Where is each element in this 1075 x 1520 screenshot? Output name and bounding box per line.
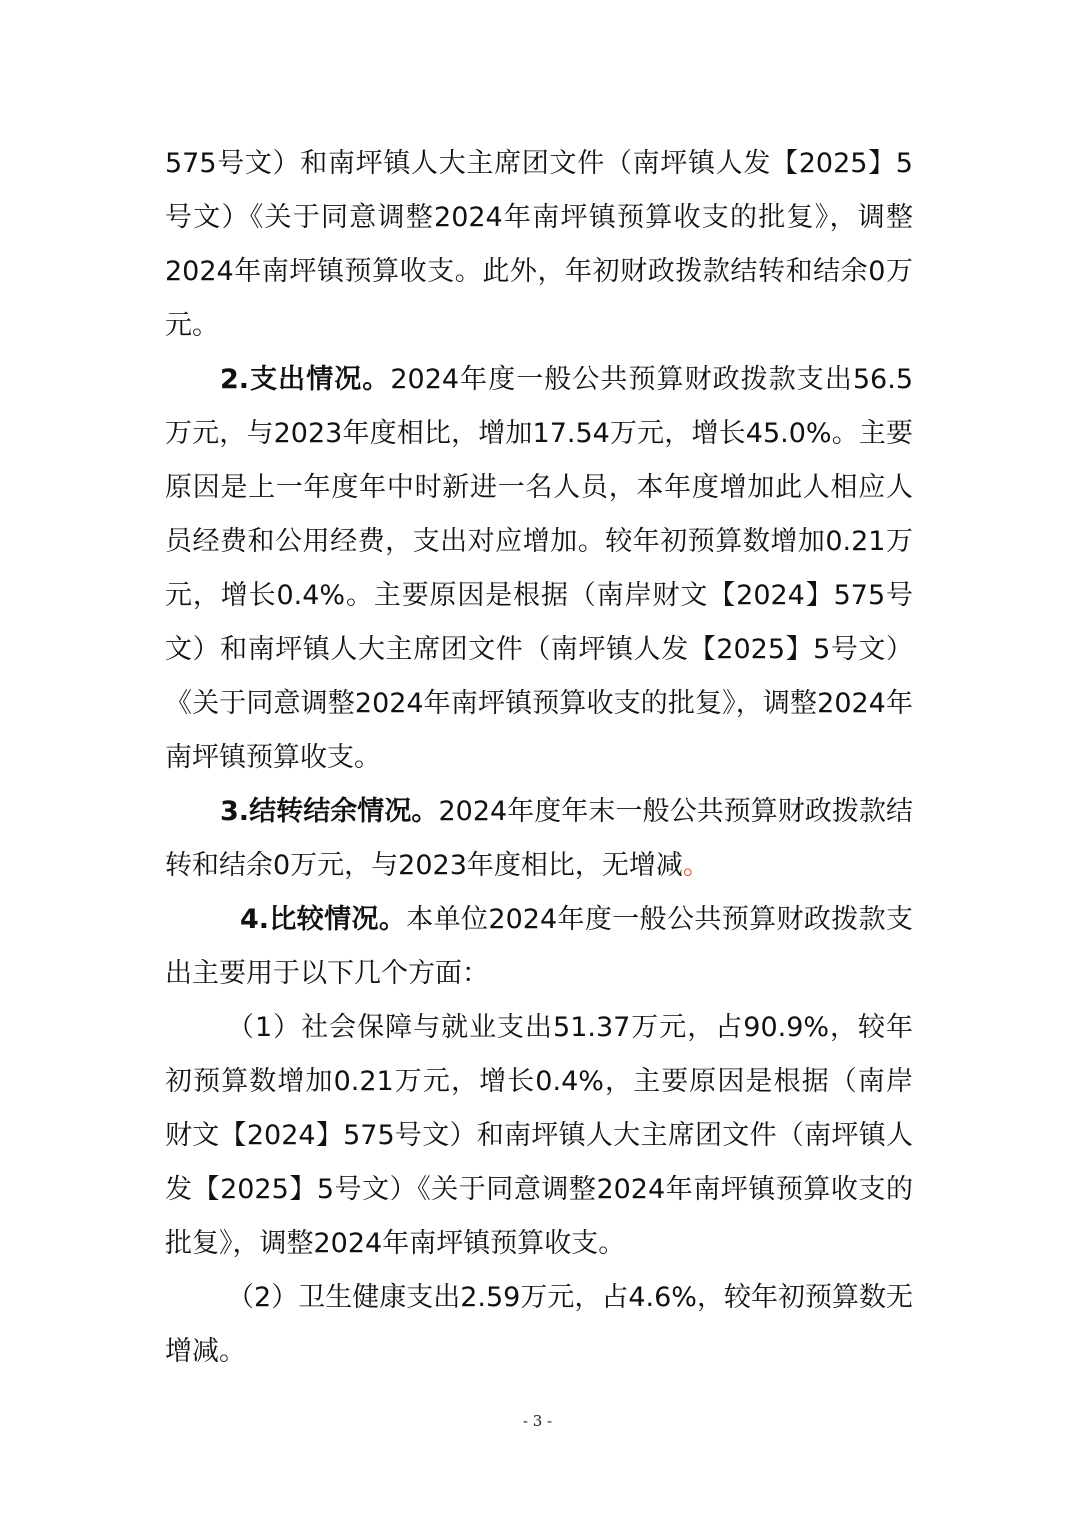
- paragraph-item-health: [165, 1271, 913, 1379]
- section-heading-carryover: 3.结转结余情况。: [220, 796, 439, 827]
- paragraph-continued-income: [165, 137, 913, 353]
- paragraph-expenditure: [165, 353, 913, 785]
- paragraph-comparison: [165, 893, 913, 1001]
- paragraph-item-social-security: [165, 1001, 913, 1271]
- red-period: 。: [682, 850, 710, 881]
- paragraph-carryover: [165, 785, 913, 893]
- paragraph-text: 本单位2024年度一般公共预算财政拨款支出主要用于以下几个方面：: [165, 904, 913, 989]
- page-number: - 3 -: [522, 1412, 553, 1430]
- paragraph-text: （1）社会保障与就业支出51.37万元，占90.9%，较年初预算数增加0.21万元，增长0.4%，主要原因是根据（南岸财文【2024】575号文）和南坪镇人大主席团文件（南坪镇人发【2025】5号文）《关于同意调整2024年南坪镇预算收支的批复》，调整2024年南坪镇预算收支。: [165, 1012, 913, 1259]
- paragraph-text: 2024年度一般公共预算财政拨款支出56.5万元，与2023年度相比，增加17.54万元，增长45.0%。主要原因是上一年度年中时新进一名人员，本年度增加此人相应人员经费和公用经费，支出对应增加。较年初预算数增加0.21万元，增长0.4%。主要原因是根据（南岸财文【2024】575号文）和南坪镇人大主席团文件（南坪镇人发【2025】5号文）《关于同意调整2024年南坪镇预算收支的批复》，调整2024年南坪镇预算收支。: [165, 364, 913, 773]
- paragraph-text: （2）卫生健康支出2.59万元，占4.6%，较年初预算数无增减。: [165, 1282, 913, 1367]
- document-body: [165, 137, 913, 1379]
- paragraph-text: 2024年度年末一般公共预算财政拨款结转和结余0万元，与2023年度相比，无增减: [165, 796, 914, 881]
- paragraph-text: 575号文）和南坪镇人大主席团文件（南坪镇人发【2025】5号文）《关于同意调整2024年南坪镇预算收支的批复》，调整2024年南坪镇预算收支。此外，年初财政拨款结转和结余0万元。: [165, 148, 913, 341]
- section-heading-expenditure: 2.支出情况。: [220, 364, 391, 395]
- section-heading-comparison: 4.比较情况。: [240, 904, 407, 935]
